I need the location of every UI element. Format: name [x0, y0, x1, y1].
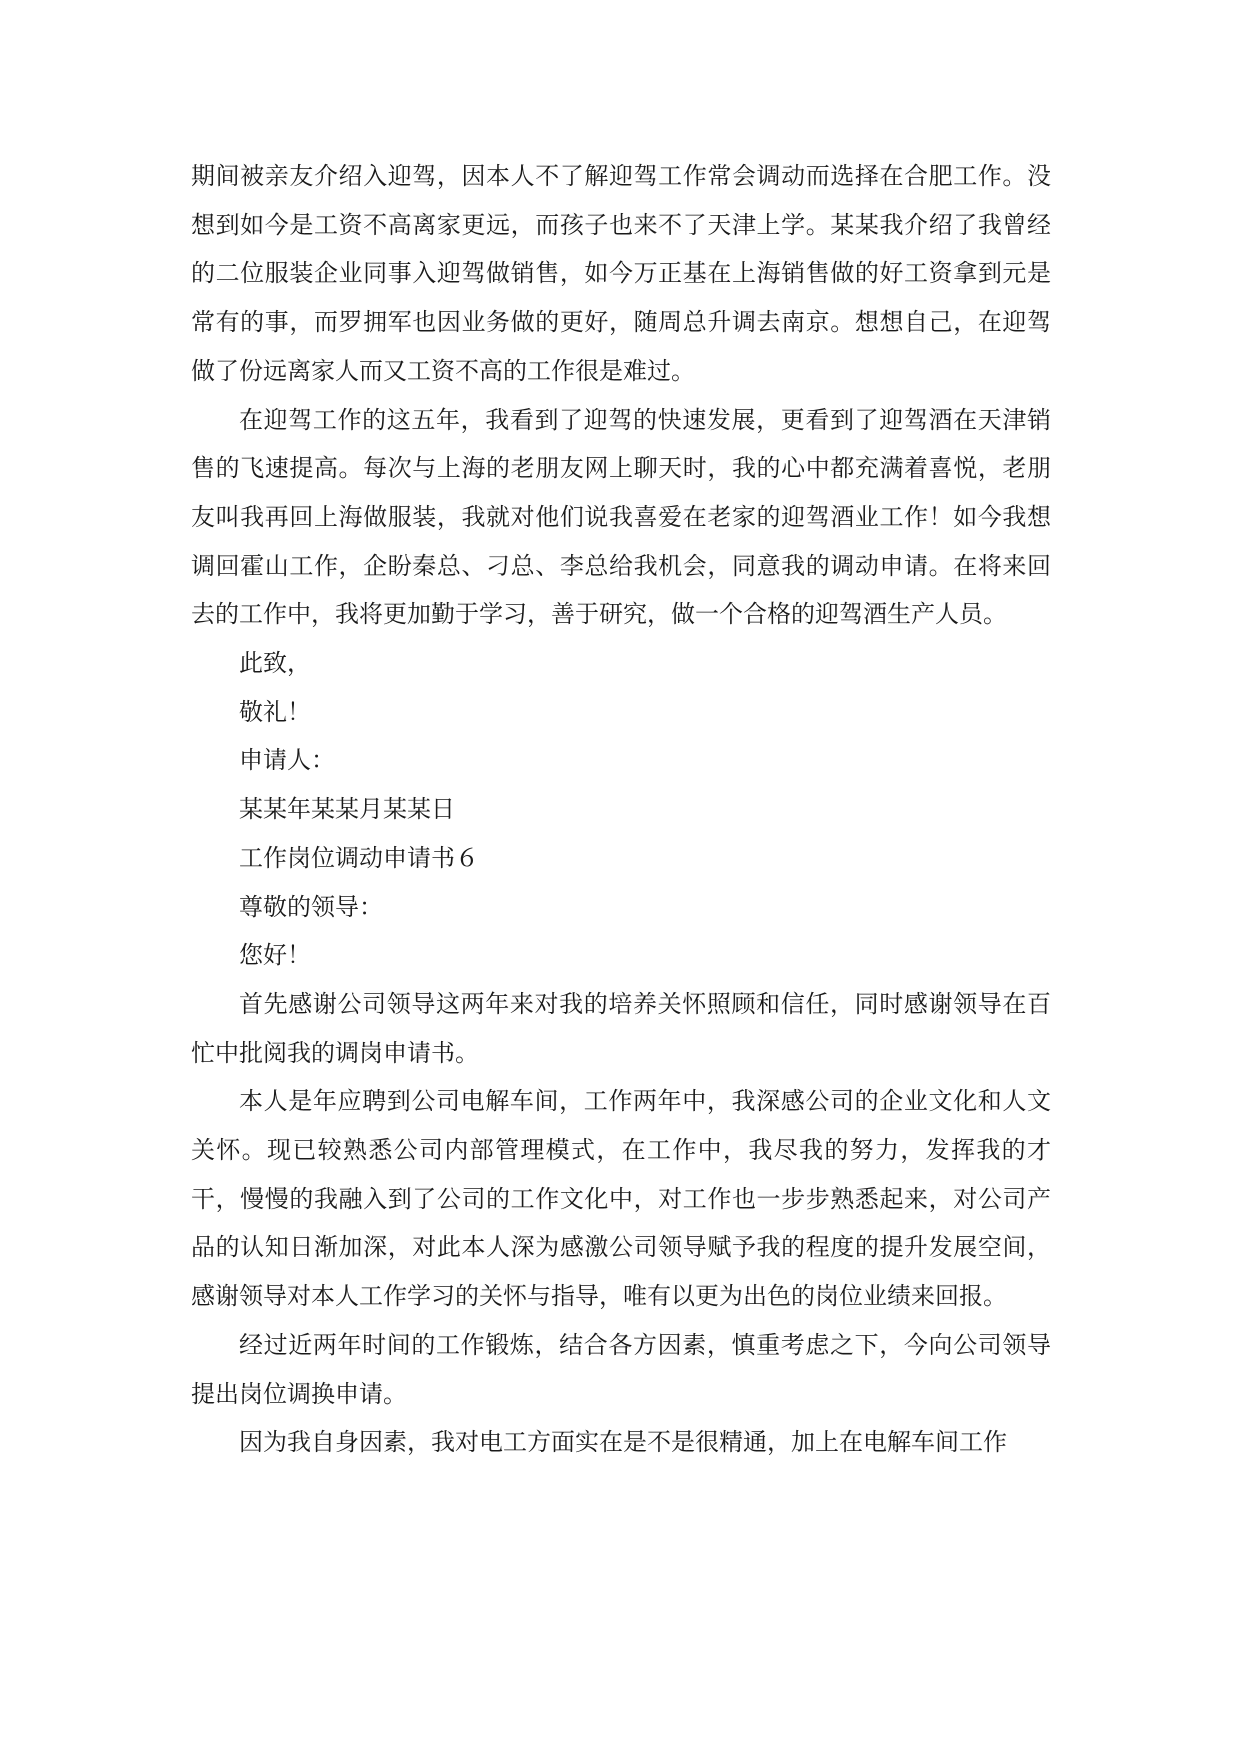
document-body [191, 152, 1051, 1467]
closing-salutation: 此致， [239, 649, 311, 678]
date-line: 某某年某某月某某日 [239, 795, 455, 824]
closing-regards: 敬礼！ [239, 697, 311, 726]
paragraph-6: 因为我自身因素，我对电工方面实在是不是很精通，加上在电解车间工作 [239, 1428, 1007, 1457]
greeting-recipient: 尊敬的领导： [239, 892, 383, 921]
paragraph-3: 首先感谢公司领导这两年来对我的培养关怀照顾和信任，同时感谢领导在百忙中批阅我的调岗申请书。 [191, 989, 1051, 1067]
paragraph-1: 期间被亲友介绍入迎驾，因本人不了解迎驾工作常会调动而选择在合肥工作。没想到如今是工资不高离家更远，而孩子也来不了天津上学。某某我介绍了我曾经的二位服装企业同事入迎驾做销售，如今万正基在上海销售做的好工资拿到元是常有的事，而罗拥军也因业务做的更好，随周总升调去南京。想想自己，在迎驾做了份远离家人而又工资不高的工作很是难过。 [191, 162, 1051, 385]
paragraph-4: 本人是年应聘到公司电解车间，工作两年中，我深感公司的企业文化和人文关怀。现已较熟悉公司内部管理模式，在工作中，我尽我的努力，发挥我的才干，慢慢的我融入到了公司的工作文化中，对工作也一步步熟悉起来，对公司产品的认知日渐加深，对此本人深为感激公司领导赋予我的程度的提升发展空间，感谢领导对本人工作学习的关怀与指导，唯有以更为出色的岗位业绩来回报。 [191, 1087, 1051, 1311]
paragraph-5: 经过近两年时间的工作锻炼，结合各方因素，慎重考虑之下，今向公司领导提出岗位调换申请。 [191, 1330, 1051, 1408]
greeting-hello: 您好！ [239, 941, 311, 970]
section-title: 工作岗位调动申请书６ [239, 843, 479, 872]
paragraph-2: 在迎驾工作的这五年，我看到了迎驾的快速发展，更看到了迎驾酒在天津销售的飞速提高。每次与上海的老朋友网上聊天时，我的心中都充满着喜悦，老朋友叫我再回上海做服装，我就对他们说我喜爱在老家的迎驾酒业工作！如今我想调回霍山工作，企盼秦总、刁总、李总给我机会，同意我的调动申请。在将来回去的工作中，我将更加勤于学习，善于研究，做一个合格的迎驾酒生产人员。 [191, 405, 1051, 629]
applicant-label: 申请人： [239, 746, 335, 775]
